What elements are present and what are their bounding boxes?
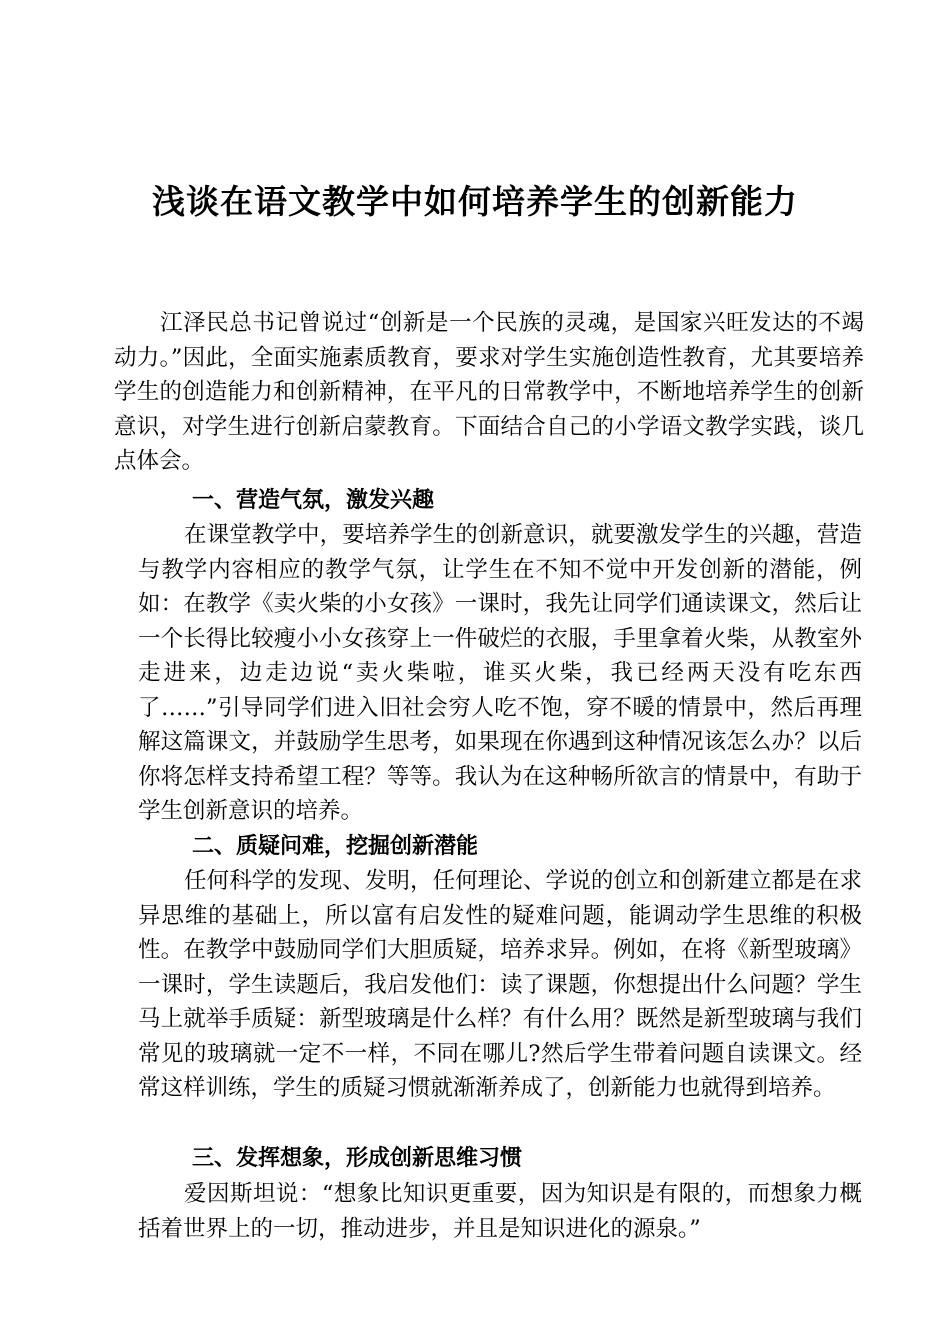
section-heading-2: 二、质疑问难，挖掘创新潜能 [192, 834, 479, 859]
section-heading-3: 三、发挥想象，形成创新思维习惯 [192, 1146, 523, 1171]
intro-paragraph: 江泽民总书记曾说过“创新是一个民族的灵魂，是国家兴旺发达的不竭动力。”因此，全面实施素质教育，要求对学生实施创造性教育，尤其要培养学生的创造能力和创新精神，在平凡的日常教学中，不断地培养学生的创新意识，对学生进行创新启蒙教育。下面结合自己的小学语文教学实践，谈几点体会。 [114, 310, 864, 474]
section-body-1: 在课堂教学中，要培养学生的创新意识，就要激发学生的兴趣，营造与教学内容相应的教学气氛，让学生在不知不觉中开发创新的潜能，例如：在教学《卖火柴的小女孩》一课时，我先让同学们通读课文，然后让一个长得比较瘦小小女孩穿上一件破烂的衣服，手里拿着火柴，从教室外走进来，边走边说“卖火柴啦，谁买火柴，我已经两天没有吃东西了……”引导同学们进入旧社会穷人吃不饱，穿不暖的情景中，然后再理解这篇课文，并鼓励学生思考，如果现在你遇到这种情况该怎么办？以后你将怎样支持希望工程？等等。我认为在这种畅所欲言的情景中，有助于学生创新意识的培养。 [138, 522, 862, 824]
section-heading-1: 一、营造气氛，激发兴趣 [192, 488, 435, 513]
section-body-3: 爱因斯坦说：“想象比知识更重要，因为知识是有限的，而想象力概括着世界上的一切，推动进步，并且是知识进化的源泉。” [138, 1181, 862, 1242]
document-title: 浅谈在语文教学中如何培养学生的创新能力 [152, 182, 798, 221]
section-body-2: 任何科学的发现、发明，任何理论、学说的创立和创新建立都是在求异思维的基础上，所以富有启发性的疑难问题，能调动学生思维的积极性。在教学中鼓励同学们大胆质疑，培养求异。例如，在将《新型玻璃》一课时，学生读题后，我启发他们：读了课题，你想提出什么问题？学生马上就举手质疑：新型玻璃是什么样？有什么用？既然是新型玻璃与我们常见的玻璃就一定不一样，不同在哪儿?然后学生带着问题自读课文。经常这样训练，学生的质疑习惯就渐渐养成了，创新能力也就得到培养。 [138, 868, 862, 1101]
